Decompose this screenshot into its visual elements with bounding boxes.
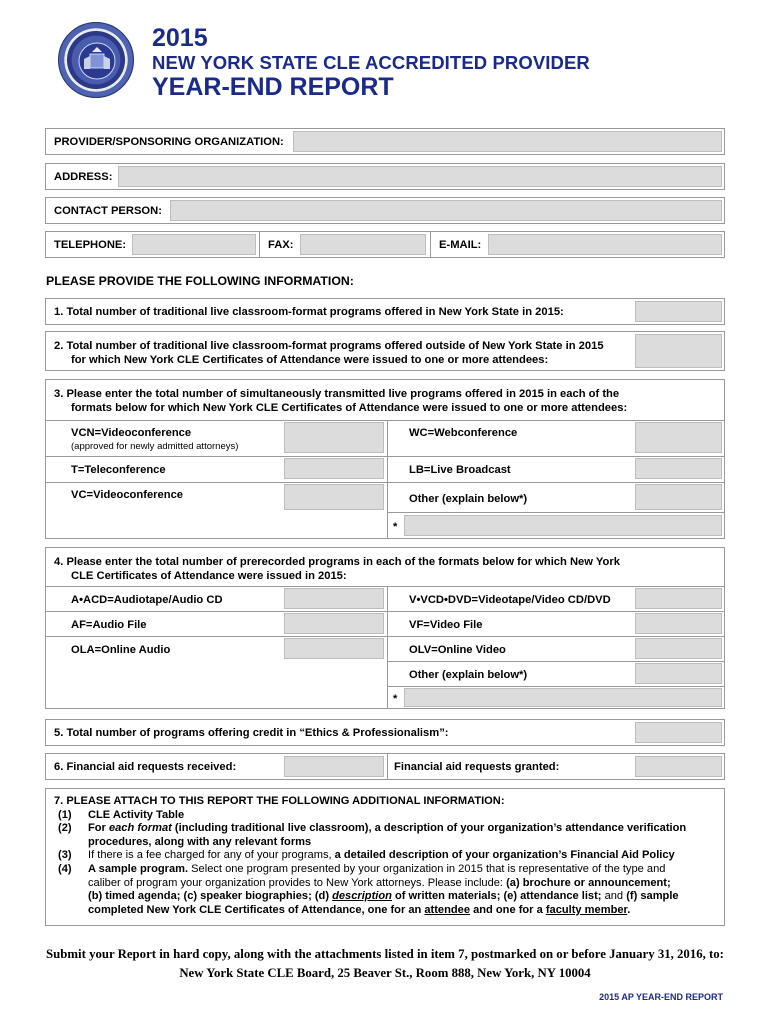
i1-num: (1)	[58, 808, 72, 821]
email-input[interactable]	[488, 234, 722, 255]
vf-input[interactable]	[635, 613, 722, 634]
t-input[interactable]	[284, 458, 384, 479]
vcn-note: (approved for newly admitted attorneys)	[71, 441, 239, 452]
fax-input[interactable]	[300, 234, 426, 255]
wc-label: WC=Webconference	[409, 427, 518, 439]
address-row	[45, 163, 725, 190]
aacd-input[interactable]	[284, 588, 384, 609]
vcn-label: VCN=Videoconference	[71, 427, 192, 439]
other-3-count-input[interactable]	[635, 484, 722, 510]
telephone-label: TELEPHONE:	[54, 239, 127, 251]
provider-org-row	[45, 128, 725, 155]
provider-org-label: PROVIDER/SPONSORING ORGANIZATION:	[54, 136, 284, 148]
question-6	[45, 753, 725, 780]
txt	[88, 863, 722, 917]
ny-state-seal	[58, 22, 134, 98]
i4-i: (f) sample	[626, 890, 679, 903]
i4-h: and	[601, 890, 627, 903]
phone-fax-email-row	[45, 231, 725, 258]
other-3-star: *	[393, 521, 398, 533]
af-input[interactable]	[284, 613, 384, 634]
divider	[46, 611, 724, 612]
question-2-line-2: for which New York CLE Certificates of Attendance were issued to one or more attendees:	[71, 354, 549, 366]
aacd-label: A•ACD=Audiotape/Audio CD	[71, 594, 223, 606]
other-4-label: Other (explain below*)	[409, 669, 528, 681]
question-2-line-1: 2. Total number of traditional live classroom-format programs offered outside of New York State in 2015	[54, 340, 604, 352]
txt	[88, 822, 722, 849]
contact-row	[45, 197, 725, 224]
olv-label: OLV=Online Video	[409, 644, 506, 656]
footer-address: New York State CLE Board, 25 Beaver St., Room 888, New York, NY 10004	[179, 966, 591, 980]
seal-emblem-icon	[59, 23, 135, 99]
question-1-text: 1. Total number of traditional live classroom-format programs offered in New York State in 2015:	[54, 306, 564, 318]
question-3-line-2: formats below for which New York CLE Certificates of Attendance were issued to one or more attendees:	[71, 402, 628, 414]
i2-a: For	[88, 822, 109, 835]
report-subtitle: NEW YORK STATE CLE ACCREDITED PROVIDER	[152, 52, 590, 73]
vc-input[interactable]	[284, 484, 384, 510]
question-7-heading-row	[46, 795, 722, 809]
question-2-input[interactable]	[635, 334, 722, 368]
address-label: ADDRESS:	[54, 171, 113, 183]
af-label: AF=Audio File	[71, 619, 147, 631]
list-item	[46, 822, 722, 849]
other-4-star: *	[393, 693, 398, 705]
ola-label: OLA=Online Audio	[71, 644, 171, 656]
report-year: 2015	[152, 24, 208, 52]
vf-label: VF=Video File	[409, 619, 483, 631]
txt	[88, 849, 722, 863]
divider	[46, 586, 724, 587]
i4-num: (4)	[58, 862, 72, 875]
lb-label: LB=Live Broadcast	[409, 464, 511, 476]
question-3-line-1: 3. Please enter the total number of simultaneously transmitted live programs offered in 2015 in each of the	[54, 388, 620, 400]
i2-num: (2)	[58, 822, 72, 835]
i4-n: .	[627, 903, 631, 916]
divider	[430, 232, 431, 257]
divider	[46, 636, 724, 637]
other-4-count-input[interactable]	[635, 663, 722, 684]
aid-granted-input[interactable]	[635, 756, 722, 777]
question-5-input[interactable]	[635, 722, 722, 743]
vvcd-label: V•VCD•DVD=Videotape/Video CD/DVD	[409, 594, 611, 606]
list-item	[46, 809, 722, 823]
olv-input[interactable]	[635, 638, 722, 659]
question-5-text: 5. Total number of programs offering credit in “Ethics & Professionalism”:	[54, 727, 449, 739]
i2-d: procedures, along with any relevant forms	[88, 835, 312, 848]
i2-b: each format	[108, 822, 172, 835]
t-label: T=Teleconference	[71, 464, 166, 476]
aid-granted-label: Financial aid requests granted:	[394, 761, 560, 773]
divider	[387, 754, 388, 779]
section-heading: PLEASE PROVIDE THE FOLLOWING INFORMATION:	[46, 274, 354, 288]
divider	[259, 232, 260, 257]
email-label: E-MAIL:	[439, 239, 482, 251]
i4-m: faculty member	[545, 903, 628, 916]
i4-b: Select one program presented by your organization in 2015 that is representative of the type and	[188, 862, 666, 875]
vc-label: VC=Videoconference	[71, 489, 184, 501]
question-3	[45, 379, 725, 539]
provider-org-input[interactable]	[293, 131, 722, 152]
i4-f: description	[332, 890, 392, 903]
list-item	[46, 863, 722, 917]
i4-g: of written materials; (e) attendance list;	[391, 890, 602, 903]
i4-l: and one for a	[470, 903, 546, 916]
divider	[387, 512, 724, 513]
divider	[387, 686, 724, 687]
question-7-heading: 7. PLEASE ATTACH TO THIS REPORT THE FOLLOWING ADDITIONAL INFORMATION:	[54, 795, 505, 807]
aid-received-input[interactable]	[284, 756, 384, 777]
divider	[46, 456, 724, 457]
question-7-list	[46, 795, 722, 917]
footer-instructions: Submit your Report in hard copy, along with the attachments listed in item 7, postmarked on or before January 31, 2016, to:	[46, 947, 724, 961]
i3-b: a detailed description of your organization’s Financial Aid Policy	[334, 849, 675, 862]
telephone-input[interactable]	[132, 234, 256, 255]
divider	[46, 420, 724, 421]
report-title: YEAR-END REPORT	[152, 73, 394, 101]
question-2	[45, 331, 725, 371]
i3-num: (3)	[58, 849, 72, 862]
i1: CLE Activity Table	[88, 808, 185, 821]
question-1-input[interactable]	[635, 301, 722, 322]
question-1	[45, 298, 725, 325]
divider	[387, 586, 388, 708]
other-3-label: Other (explain below*)	[409, 493, 528, 505]
vvcd-input[interactable]	[635, 588, 722, 609]
i4-a: A sample program.	[88, 862, 189, 875]
i4-k: attendee	[424, 903, 470, 916]
aid-received-label: 6. Financial aid requests received:	[54, 761, 237, 773]
lb-input[interactable]	[635, 458, 722, 479]
list-item	[46, 849, 722, 863]
i3-a: If there is a fee charged for any of your programs,	[88, 849, 335, 862]
divider	[387, 420, 388, 538]
i2-c: (including traditional live classroom), a description of your organization’s attendance verification	[171, 822, 687, 835]
contact-input[interactable]	[170, 200, 722, 221]
ola-input[interactable]	[284, 638, 384, 659]
question-7	[45, 788, 725, 926]
contact-label: CONTACT PERSON:	[54, 205, 162, 217]
i4-d: (a) brochure or announcement;	[506, 876, 671, 889]
wc-input[interactable]	[635, 422, 722, 453]
other-4-explain-input[interactable]	[404, 688, 722, 707]
i4-j: completed New York CLE Certificates of Attendance, one for an	[88, 903, 425, 916]
question-4-line-2: CLE Certificates of Attendance were issued in 2015:	[71, 570, 347, 582]
i4-e: (b) timed agenda; (c) speaker biographies; (d)	[88, 890, 333, 903]
other-3-explain-input[interactable]	[404, 515, 722, 536]
question-5	[45, 719, 725, 746]
question-4-line-1: 4. Please enter the total number of prerecorded programs in each of the formats below for which New York	[54, 556, 620, 568]
fax-label: FAX:	[268, 239, 294, 251]
vcn-input[interactable]	[284, 422, 384, 453]
divider	[46, 482, 724, 483]
question-4	[45, 547, 725, 709]
i4-c: caliber of program your organization provides to New York attorneys. Please include:	[88, 876, 507, 889]
footer-tag: 2015 AP YEAR-END REPORT	[599, 992, 723, 1002]
divider	[387, 661, 724, 662]
address-input[interactable]	[118, 166, 722, 187]
